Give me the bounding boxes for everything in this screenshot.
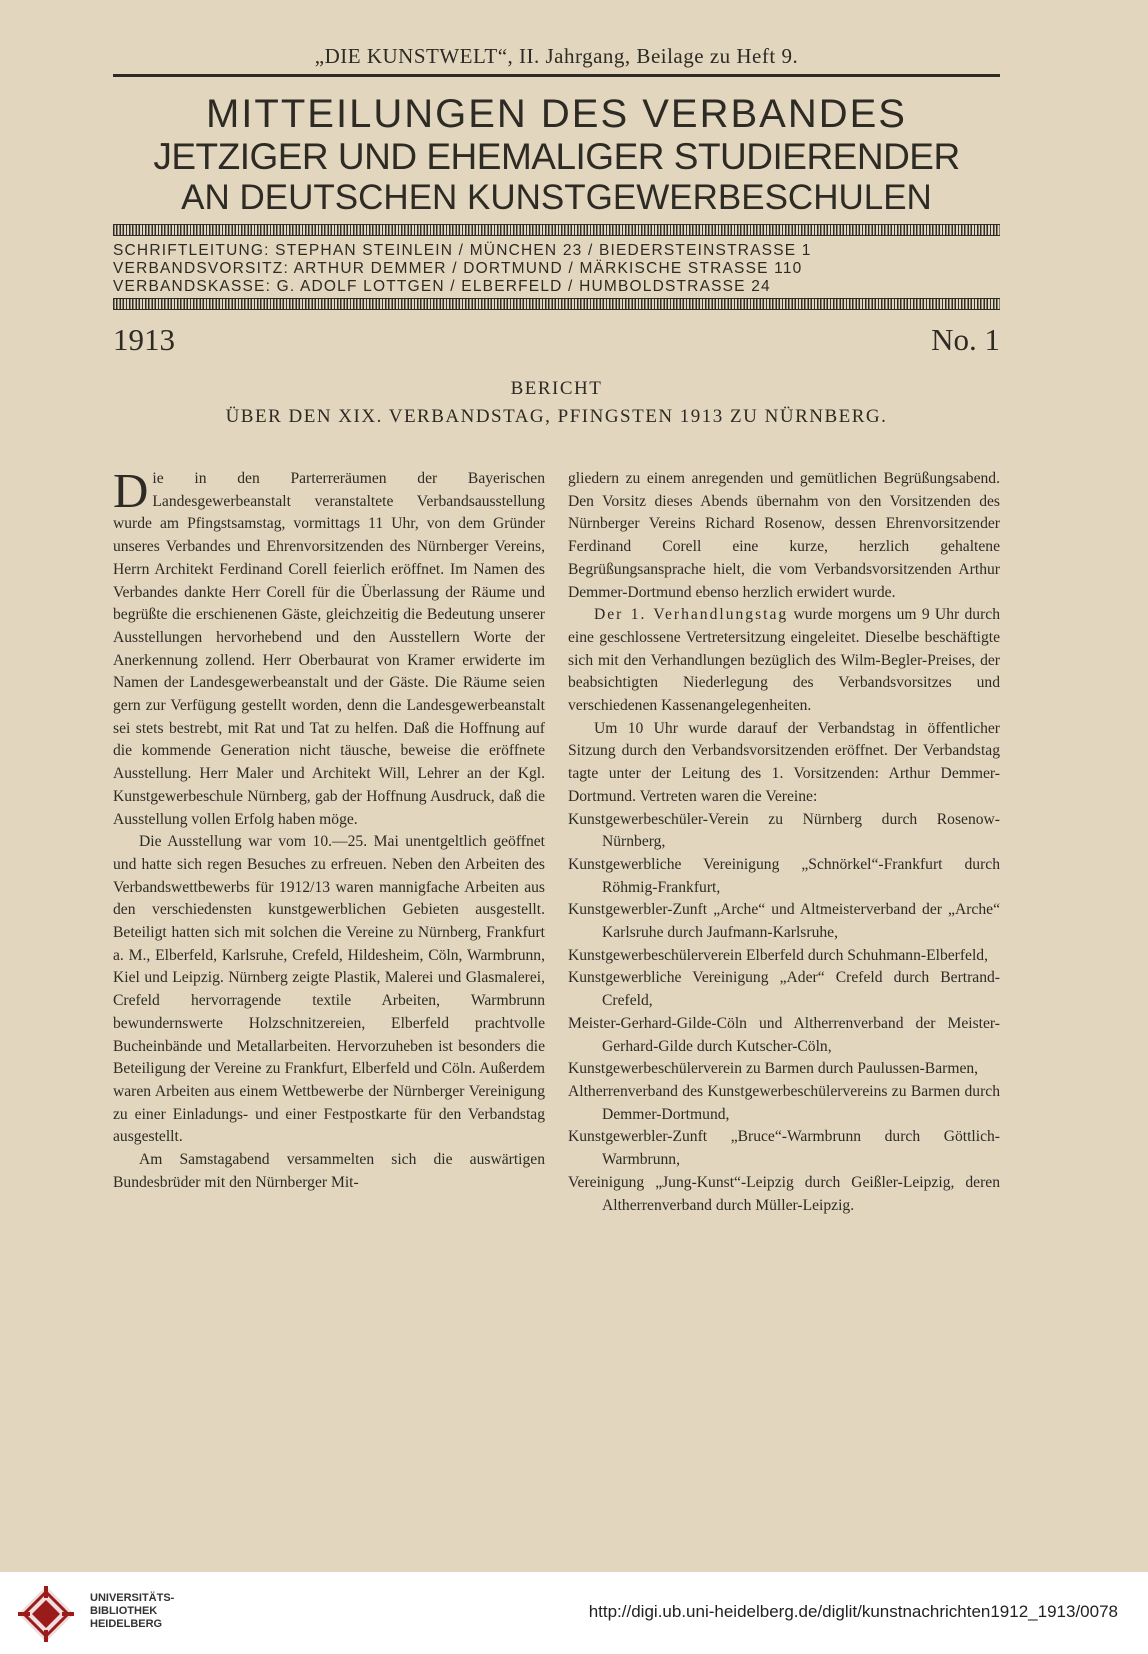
- list-item: Kunstgewerbeschülerverein Elberfeld durch Schuhmann-Elberfeld,: [568, 946, 989, 964]
- decorative-hatch-rule: [113, 224, 1000, 236]
- issue-number: No. 1: [931, 322, 1000, 357]
- drop-cap: D: [113, 463, 149, 518]
- decorative-hatch-rule: [113, 298, 1000, 310]
- masthead-line-1: MITTEILUNGEN DES VERBANDES: [205, 92, 907, 136]
- list-item: Kunstgewerbeschülerverein zu Barmen durch Paulussen-Barmen,: [568, 1060, 979, 1078]
- library-name-line: BIBLIOTHEK: [90, 1605, 158, 1617]
- masthead-line-2: JETZIGER UND EHEMALIGER STUDIERENDER: [153, 136, 960, 177]
- issue-year: 1913: [113, 322, 175, 357]
- library-logo-icon: [14, 1582, 78, 1646]
- list-item: Altherrenverband des Kunstgewerbeschülervereins zu Barmen durch Demmer-Dortmund,: [568, 1082, 1000, 1123]
- list-item: Vereinigung „Jung-Kunst“-Leipzig durch Geißler-Leipzig, deren Altherrenverband durch Müller-Leipzig.: [568, 1173, 1000, 1214]
- list-item: Kunstgewerbeschüler-Verein zu Nürnberg durch Rosenow-Nürnberg,: [568, 810, 1000, 851]
- list-item: Kunstgewerbliche Vereinigung „Ader“ Crefeld durch Bertrand-Crefeld,: [568, 969, 1000, 1010]
- paragraph-text: ie in den Parterreräumen der Bayerischen Landesgewerbeanstalt veranstaltete Verbandsausstellung wurde am Pfingstsamstag, vormittags 11 Uhr, von dem Gründer unseres Verbandes und Ehrenvorsitzenden des Nürnberger Vereins, Herrn Architekt Ferdinand Corell feierlich eröffnet. Im Namen des Verbandes dankte Herr Corell für die Überlassung der Räume und begrüßte die erschienenen Gäste, gleichzeitig die Bedeutung unserer Ausstellungen hervorhebend und den Ausstellern Worte der Anerkennung zollend. Herr Oberbaurat von Kramer erwiderte im Namen der Landesgewerbeanstalt und der Gäste. Die Räume seien gern zur Verfügung gestellt worden, denn die Landesgewerbeanstalt sei stets bestrebt, mit Rat und Tat zu helfen. Daß die Hoffnung auf die kommende Generation nicht täusche, beweise die eröffnete Ausstellung. Herr Maler und Architekt Will, Lehrer an der Kgl. Kunstgewerbeschule Nürnberg, gab der Hoffnung Ausdruck, daß die Ausstellung vollen Erfolg haben möge.: [113, 470, 545, 828]
- report-title: BERICHT: [510, 378, 603, 399]
- list-item: Kunstgewerbliche Vereinigung „Schnörkel“-Frankfurt durch Röhmig-Frankfurt,: [568, 855, 1000, 896]
- paragraph: Um 10 Uhr wurde darauf der Verbandstag in öffentlicher Sitzung durch den Verbandsvorsitzenden eröffnet. Der Verbandstag tagte unter der Leitung des 1. Vorsitzenden: Arthur Demmer-Dortmund. Vertreten waren die Vereine:: [568, 719, 1000, 805]
- paragraph: [113, 463, 545, 831]
- paragraph-text: wurde morgens um 9 Uhr durch eine geschlossene Vertretersitzung eingeleitet. Dieselbe beschäftigte sich mit den Verhandlungen bezüglich des Wilm-Begler-Preises, der beabsichtigten Niederlegung des Verbandsvorsitzes und verschiedenen Kassenangelegenheiten.: [568, 606, 1001, 715]
- masthead-line-3: AN DEUTSCHEN KUNSTGEWERBESCHULEN: [181, 178, 932, 217]
- emphasized-text: Der 1. Verhandlungstag: [594, 606, 789, 624]
- footer-bar: [0, 1572, 1148, 1654]
- header-rule: [113, 74, 1000, 77]
- list-item: Kunstgewerbler-Zunft „Arche“ und Altmeisterverband der „Arche“ Karlsruhe durch Jaufmann-Karlsruhe,: [568, 901, 1000, 942]
- paragraph: Am Samstagabend versammelten sich die auswärtigen Bundesbrüder mit den Nürnberger Mit-: [113, 1151, 545, 1191]
- list-item: Meister-Gerhard-Gilde-Cöln und Altherrenverband der Meister-Gerhard-Gilde durch Kutscher-Cöln,: [568, 1014, 1000, 1055]
- journal-reference: „DIE KUNSTWELT“, II. Jahrgang, Beilage zu Heft 9.: [314, 44, 799, 68]
- right-column: [568, 468, 1000, 1217]
- source-url[interactable]: http://digi.ub.uni-heidelberg.de/diglit/kunstnachrichten1912_1913/0078: [588, 1602, 1118, 1621]
- chair-line: VERBANDSVORSITZ: ARTHUR DEMMER / DORTMUND / MÄRKISCHE STRASSE 110: [113, 260, 803, 277]
- editor-line: SCHRIFTLEITUNG: STEPHAN STEINLEIN / MÜNCHEN 23 / BIEDERSTEINSTRASSE 1: [113, 242, 812, 259]
- library-name: [90, 1592, 174, 1631]
- report-subtitle: ÜBER DEN XIX. VERBANDSTAG, PFINGSTEN 1913 ZU NÜRNBERG.: [225, 406, 888, 427]
- page-content: [113, 0, 1000, 1572]
- library-name-line: UNIVERSITÄTS-: [90, 1592, 175, 1604]
- list-item: Kunstgewerbler-Zunft „Bruce“-Warmbrunn durch Göttlich-Warmbrunn,: [568, 1128, 1000, 1169]
- paragraph: [568, 604, 1000, 718]
- paragraph: gliedern zu einem anregenden und gemütlichen Begrüßungsabend. Den Vorsitz dieses Abends übernahm von den Vorsitzenden des Nürnberger Vereins Richard Rosenow, dessen Ehrenvorsitzender Ferdinand Corell eine kurze, herzlich gehaltene Begrüßungsansprache hielt, die vom Verbandsvorsitzenden Arthur Demmer-Dortmund ebenso herzlich erwidert wurde.: [568, 470, 1000, 601]
- library-name-line: HEIDELBERG: [90, 1618, 163, 1630]
- left-column: [113, 463, 545, 1195]
- paragraph: Die Ausstellung war vom 10.—25. Mai unentgeltlich geöffnet und hatte sich regen Besuches zu erfreuen. Neben den Arbeiten des Verbandswettbewerbs für 1912/13 waren mannigfache Arbeiten aus den verschiedensten kunstgewerblichen Gebieten ausgestellt. Beteiligt hatten sich mit solchen die Vereine zu Nürnberg, Frankfurt a. M., Elberfeld, Karlsruhe, Crefeld, Hildesheim, Cöln, Warmbrunn, Kiel und Leipzig. Nürnberg zeigte Plastik, Malerei und Glasmalerei, Crefeld hervorragende textile Arbeiten, Warmbrunn bewundernswerte Holzschnitzereien, Elberfeld prachtvolle Bucheinbände und Metallarbeiten. Hervorzuheben ist besonders die Beteiligung der Vereine zu Frankfurt, Elberfeld und Cöln. Außerdem waren Arbeiten aus einem Wettbewerbe der Nürnberger Vereinigung zu einer Einladungs- und einer Festpostkarte für den Verbandstag ausgestellt.: [113, 833, 545, 1146]
- treasury-line: VERBANDSKASSE: G. ADOLF LOTTGEN / ELBERFELD / HUMBOLDSTRASSE 24: [113, 278, 771, 295]
